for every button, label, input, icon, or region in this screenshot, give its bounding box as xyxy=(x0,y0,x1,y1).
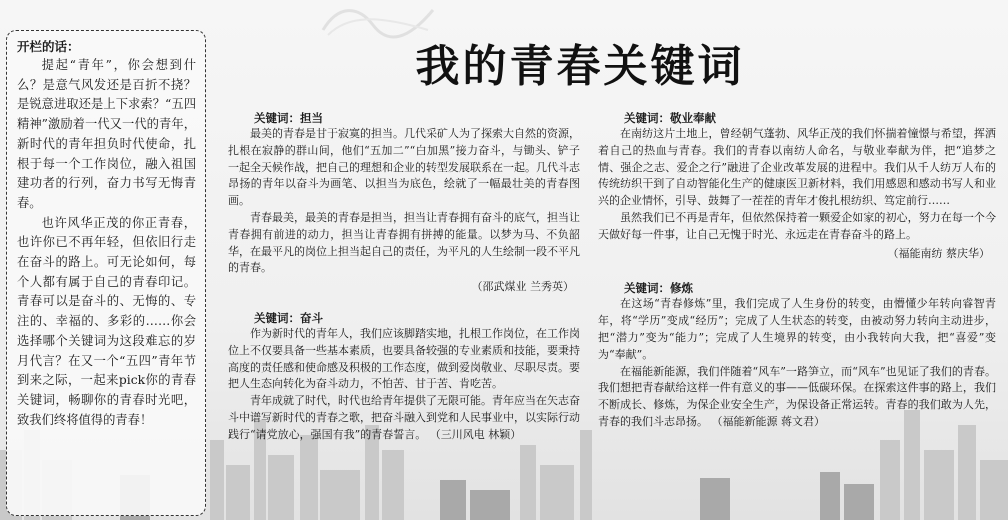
article-paragraph: 在这场“青春修炼”里，我们完成了人生身份的转变，由懵懂少年转向睿智青年，将“学历”变成“经历”；完成了人生状态的转变，由被动努力转向主动进步，把“潜力”变为“能力”；完成了人生境界的转变，由小我转向大我，把“喜爱”变为“奉献”。 xyxy=(598,297,996,361)
page-title: 我的青春关键词 xyxy=(415,41,745,92)
column-middle xyxy=(228,110,580,444)
article-paragraph xyxy=(598,364,996,431)
article-byline: （三川风电 林颖） xyxy=(429,427,522,441)
article-paragraph: 青春最美，最美的青春是担当，担当让青春拥有奋斗的底气，担当让青春拥有前进的动力，担当让青春拥有拼搏的能量。以梦为马、不负韶华，在最平凡的岗位上担当起自己的责任，为平凡的人生绘制一段不平凡的青春。 xyxy=(228,210,580,275)
article-byline: （福能南纺 蔡庆华） xyxy=(887,246,990,260)
section-heading-jingye: 关键词：敬业奉献 xyxy=(624,111,716,125)
section-heading-xiulian: 关键词：修炼 xyxy=(624,281,693,296)
article-paragraph-text: 在福能新能源，我们伴随着“风车”一路笋立，而“风车”也见证了我们的青春。我们想把青春献给这样一件有意义的事——低碳环保。在探索这件事的路上，我们不断成长、修炼，为保企业安全生产，为保设备正常运转。青春的我们敢为人先，青春的我们斗志昂扬。 xyxy=(598,364,996,428)
article-paragraph xyxy=(228,393,580,443)
section-heading-dandang: 关键词：担当 xyxy=(254,111,323,125)
sidebar-paragraph: 也许风华正茂的你正青春，也许你已不再年轻，但依旧行走在奋斗的路上。可无论如何，每个人都有属于自己的青春印记。青春可以是奋斗的、无悔的、专注的、幸福的、多彩的……你会选择哪个关键词为这段难忘的岁月代言？在又一个“五四”青年节到来之际，一起来pick你的青春关键词，畅聊你的青春时光吧，致我们终将值得的青春！ xyxy=(17,215,196,427)
sidebar-heading: 开栏的话： xyxy=(17,39,80,54)
column-right xyxy=(598,110,996,431)
article-byline: （邵武煤业 兰秀英） xyxy=(471,280,574,294)
article-paragraph: 最美的青春是甘于寂寞的担当。几代采矿人为了探索大自然的资源，扎根在寂静的群山间，他们“五加二”“白加黑”接力奋斗，与锄头、铲子一起全天候作战，把自己的理想和企业的转型发展联系在一起。几代斗志昂扬的青年以奋斗为画笔、以担当为底色，绘就了一幅最壮美的青春图画。 xyxy=(228,127,580,208)
article-paragraph: 虽然我们已不再是青年，但依然保持着一颗爱企如家的初心，努力在每一个今天做好每一件事，让自己无愧于时光、永远走在青春奋斗的路上。 xyxy=(598,210,996,241)
intro-sidebar xyxy=(6,30,206,516)
article-paragraph: 作为新时代的青年人，我们应该脚踏实地，扎根工作岗位，在工作岗位上不仅要具备一些基本素质，也要具备较强的专业素质和技能，要秉持高度的责任感和使命感及积极的工作态度，做到爱岗敬业、尽职尽责。要把人生态向转化为奋斗动力，不怕苦、甘于苦、肯吃苦。 xyxy=(228,326,580,391)
article-byline: （福能新能源 蒋文君） xyxy=(711,414,825,428)
section-heading-fendou: 关键词：奋斗 xyxy=(254,310,323,325)
sidebar-paragraph: 提起“青年”，你会想到什么？是意气风发还是百折不挠？是锐意进取还是上下求索？“五四精神”激励着一代又一代的青年，新时代的青年担负时代使命，扎根于每一个工作岗位，融入祖国建功者的行列，奋力书写无悔青春。 xyxy=(17,58,196,210)
article-paragraph-text: 青年成就了时代，时代也给青年提供了无限可能。青年应当在矢志奋斗中谱写新时代的青春之歌，把奋斗融入到党和人民事业中，以实际行动践行“请党放心，强国有我”的青春誓言。 xyxy=(228,394,580,441)
article-paragraph: 在南纺这片土地上，曾经朝气蓬勃、风华正茂的我们怀揣着憧憬与希望，挥洒着自己的热血与青春。我们的青春以南纺人命名，与敬业奉献为伴，把“追梦之情、强企之志、爱企之行”融进了企业改革发展的进程中。我们从千人纺万人布的传统纺织干到了自动智能化生产的健康医卫新材料，我们用感恩和感动书写人和业兴的企业情怀，引导、鼓舞了一茬茬的青年才俊扎根纺织、笃定前行…… xyxy=(598,127,996,208)
